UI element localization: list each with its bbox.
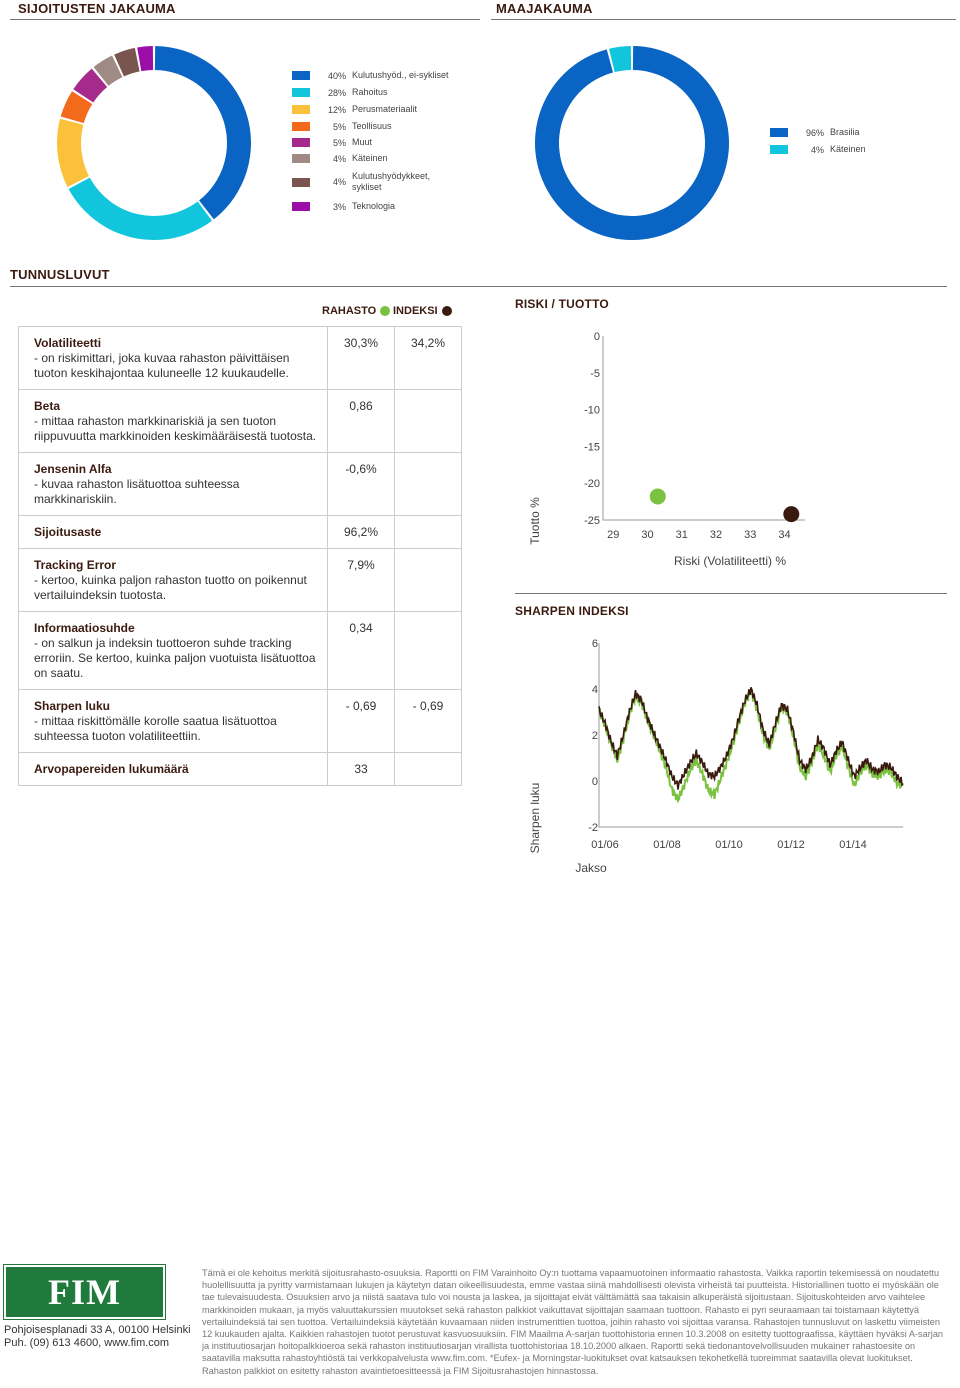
keyfigure-fund-value: 7,9%: [328, 549, 395, 612]
keyfigure-description-cell: [19, 753, 328, 786]
keyfigure-row: [19, 516, 462, 549]
legend-label: Kulutushyöd., ei-sykliset: [352, 70, 449, 80]
legend-label: Perusmateriaalit: [352, 104, 418, 114]
keyfigure-description-cell: [19, 516, 328, 549]
legend-percent: 4%: [332, 153, 346, 164]
legend-swatch: [292, 105, 310, 114]
sharpe-x-tick-label: 01/06: [591, 839, 619, 851]
keyfigure-description-cell: [19, 549, 328, 612]
index-column-header: [393, 305, 452, 317]
legend-swatch: [292, 138, 310, 147]
country-slice-1: [535, 46, 729, 240]
scatter-y-tick-label: -25: [584, 515, 600, 527]
keyfigure-index-value: - 0,69: [395, 690, 462, 753]
key-figures-table: [18, 326, 462, 786]
keyfigure-description-cell: [19, 453, 328, 516]
keyfigure-description: - on riskimittari, joka kuvaa rahaston päivittäisen tuoton keskihajontaa kuluneelle 12 kuukaudelle.: [34, 351, 290, 380]
allocation-legend-item: [292, 70, 449, 81]
sharpe-y-tick-label: -2: [588, 822, 598, 834]
sharpe-section-title: SHARPEN INDEKSI: [515, 604, 629, 618]
scatter-y-tick-label: -15: [584, 441, 600, 454]
legend-label: Teknologia: [352, 201, 396, 211]
keyfigure-fund-value: 0,34: [328, 612, 395, 690]
keyfigure-index-value: [395, 612, 462, 690]
scatter-x-tick-label: 29: [607, 529, 620, 541]
legend-label: Rahoitus: [352, 87, 388, 97]
keyfigures-title-rule: [10, 286, 947, 287]
keyfigure-description: - kuvaa rahaston lisätuottoa suhteessa markkinariskiin.: [34, 477, 240, 506]
legend-swatch: [292, 71, 310, 80]
allocation-slice-2: [69, 178, 212, 240]
legend-label: Käteinen: [830, 144, 866, 154]
riskreturn-bottom-rule: [515, 593, 947, 594]
keyfigure-row: [19, 612, 462, 690]
allocation-legend-item: [292, 104, 417, 115]
keyfigure-fund-value: 33: [328, 753, 395, 786]
scatter-x-tick-label: 32: [709, 529, 723, 541]
allocation-legend-item: [292, 201, 395, 212]
legend-swatch: [292, 178, 310, 187]
risk-return-scatter-chart: [515, 315, 955, 595]
legend-swatch: [292, 202, 310, 211]
scatter-y-tick-label: -5: [590, 367, 600, 380]
keyfigure-index-value: [395, 549, 462, 612]
keyfigure-description-cell: [19, 390, 328, 453]
legend-swatch: [770, 145, 788, 154]
keyfigure-title: Volatiliteetti: [34, 336, 102, 350]
scatter-axes: [603, 336, 805, 520]
scatter-y-tick-label: -20: [584, 478, 600, 491]
keyfigure-fund-value: 0,86: [328, 390, 395, 453]
riskreturn-section-title: RISKI / TUOTTO: [515, 297, 609, 311]
sharpe-x-tick-label: 01/08: [653, 839, 681, 851]
legend-label: Brasilia: [830, 127, 860, 137]
keyfigure-description: - kertoo, kuinka paljon rahaston tuotto on poikennut vertailuindeksin tuotosta.: [34, 573, 307, 602]
country-legend-item: [770, 144, 866, 155]
keyfigure-index-value: [395, 390, 462, 453]
country-slice-2: [609, 46, 631, 72]
keyfigures-section-title: TUNNUSLUVUT: [10, 267, 110, 282]
keyfigure-index-value: [395, 753, 462, 786]
allocation-legend-item: [292, 121, 392, 132]
keyfigure-row: [19, 753, 462, 786]
legend-percent: 4%: [810, 144, 824, 155]
country-legend: [770, 127, 910, 167]
fund-column-label: RAHASTO: [322, 305, 377, 317]
fund-column-header: [322, 305, 390, 317]
sharpe-y-tick-label: 6: [591, 638, 598, 650]
legend-percent: 12%: [327, 104, 346, 115]
sharpe-y-tick-label: 0: [591, 776, 598, 788]
fim-logo-text: FIM: [48, 1272, 121, 1312]
keyfigure-title: Sharpen luku: [34, 699, 111, 713]
allocation-legend-item: [292, 87, 388, 98]
allocation-legend-item: [292, 137, 372, 148]
footer-disclaimer: Tämä ei ole kehoitus merkitä sijoitusrahasto-osuuksia. Raportti on FIM Varainhoito Oy:n tuottama vapaamuotoinen informaatio rahastosta. Vaikka raportin tekemisessä on noudatettu huolellisuutta ja pyritty varmistamaan lukujen ja käytetyn datan oikeellisuudesta, emme vastaa siinä mahdollisesti olevista virheistä tai puutteista. Historiallinen tuotto ei myöskään ole tae tulevaisuudesta. Osuuksien arvo ja niistä saatava tulo voi nousta ja laskea, ja sijoittajat eivät välttämättä saa takaisin alkuperäistä sijoitustaan. Sijoituskohteiden arvo vaihtelee markkinoiden mukaan, ja myös valuuttakurssien muutokset sekä rahaston palkkiot vaikuttavat sijoittajan saamaan tuottoon. Rahasto ei pyri seuraamaan tai toistamaan käytettyä vertailuindeksiä tai sen tuottoa. Vertailuindeksiä käytetään kuvaamaan niiden instrumenttien tuottoa, joihin rahasto voi sijoittaa varansa. Rahastojen tunnusluvut on laskettu viimeisten 12 kuukauden ajalta. Kaikkien rahastojen tuotot perustuvat kasvuosuuksiin. FIM Maailma A-sarjan tuottohistoria ennen 10.3.2008 on esitetty tuottograafissa, käyttäen hyväksi A-sarjan ja instituutiosarjan hoitopalkkioerоа sekä rahaston instituutiosarjan virallista tuottohistoriaa 18.10.2000 alkaen. Raportti sekä tiedonantovelvollisuuden mukaineт rahastoesite on saatavilla maksutta rahastoyhtiöstä tai verkkopalvelusta www.fim.com. *Eufex- ja Morningstar-luokitukset ovat katsauksen tekohetkellä tuoreimmat saatavilla olevat luokitukset. Rahaston palkkiot on esitetty rahaston avaintietoesitteessä ja FIM Sijoitusrahastojen hinnastossa.: [202, 1268, 944, 1376]
legend-percent: 3%: [332, 201, 346, 212]
allocation-slice-3: [57, 119, 89, 187]
keyfigure-index-value: [395, 453, 462, 516]
country-title-rule: [491, 19, 956, 20]
legend-swatch: [292, 88, 310, 97]
index-dot-icon: [442, 306, 452, 316]
scatter-x-axis-label: Riski (Volatiliteetti) %: [673, 554, 787, 568]
keyfigure-title: Sijoitusaste: [34, 525, 102, 539]
keyfigure-title: Jensenin Alfa: [34, 462, 112, 476]
legend-label: Muut: [352, 137, 373, 147]
allocation-slice-1: [155, 46, 251, 219]
scatter-y-axis-label: Tuotto %: [528, 497, 542, 545]
keyfigure-row: [19, 327, 462, 390]
fund-dot-icon: [380, 306, 390, 316]
keyfigure-row: [19, 453, 462, 516]
keyfigure-row: [19, 690, 462, 753]
keyfigure-description: - on salkun ja indeksin tuottoeron suhde tracking erroriin. Se kertoo, kuinka paljon vuotuista lisätuottoa on saatu.: [34, 636, 316, 680]
keyfigure-index-value: 34,2%: [395, 327, 462, 390]
sharpe-y-tick-label: 4: [591, 684, 598, 696]
sharpe-y-tick-label: 2: [591, 730, 598, 742]
keyfigure-description-cell: [19, 327, 328, 390]
keyfigure-title: Tracking Error: [34, 558, 117, 572]
sharpe-x-tick-label: 01/14: [839, 839, 867, 851]
allocation-donut-chart: [54, 43, 254, 243]
keyfigure-title: Arvopapereiden lukumäärä: [34, 762, 189, 776]
legend-label: Käteinen: [352, 153, 388, 163]
keyfigure-description: - mittaa rahaston markkinariskiä ja sen tuoton riippuvuutta markkinoiden keskimääräisestä tuotosta.: [34, 414, 317, 443]
allocation-title-rule: [10, 19, 480, 20]
keyfigure-fund-value: -0,6%: [328, 453, 395, 516]
scatter-x-tick-label: 34: [778, 529, 791, 541]
allocation-section-title: SIJOITUSTEN JAKAUMA: [18, 1, 176, 16]
index-column-label: INDEKSI: [393, 305, 438, 317]
allocation-slice-8: [137, 46, 153, 71]
fim-logo: [4, 1265, 165, 1319]
keyfigure-title: Beta: [34, 399, 61, 413]
keyfigure-fund-value: 30,3%: [328, 327, 395, 390]
legend-percent: 40%: [327, 70, 346, 81]
sharpe-line-chart: [515, 625, 955, 885]
footer-address: Pohjoisesplanadi 33 A, 00100 Helsinki: [4, 1324, 191, 1336]
country-section-title: MAAJAKAUMA: [496, 1, 593, 16]
country-legend-item: [770, 127, 860, 138]
legend-swatch: [292, 154, 310, 163]
legend-percent: 96%: [805, 127, 824, 138]
scatter-point-fund: [650, 488, 666, 504]
allocation-legend: [292, 70, 482, 220]
legend-label: Kulutushyödykkeet, sykliset: [352, 171, 431, 192]
sharpe-x-axis-label: Jakso: [575, 861, 607, 875]
scatter-x-tick-label: 33: [744, 529, 757, 541]
keyfigure-index-value: [395, 516, 462, 549]
allocation-legend-item: [292, 171, 432, 193]
sharpe-y-axis-label: Sharpen luku: [528, 782, 542, 854]
sharpe-axes: [599, 643, 903, 827]
legend-percent: 4%: [332, 177, 346, 187]
keyfigure-row: [19, 549, 462, 612]
allocation-legend-item: [292, 153, 388, 164]
keyfigure-fund-value: - 0,69: [328, 690, 395, 753]
keyfigure-title: Informaatiosuhde: [34, 621, 135, 635]
keyfigure-description-cell: [19, 690, 328, 753]
legend-percent: 5%: [332, 137, 346, 148]
scatter-y-tick-label: -10: [584, 404, 600, 417]
country-donut-chart: [532, 43, 732, 243]
scatter-x-tick-label: 30: [641, 529, 654, 541]
legend-percent: 5%: [332, 121, 346, 132]
keyfigure-fund-value: 96,2%: [328, 516, 395, 549]
keyfigure-row: [19, 390, 462, 453]
scatter-x-tick-label: 31: [675, 529, 688, 541]
keyfigure-description: - mittaa riskittömälle korolle saatua lisätuottoa suhteessa tuoton volatiliteettiin.: [34, 714, 277, 743]
keyfigure-description-cell: [19, 612, 328, 690]
sharpe-x-tick-label: 01/12: [777, 839, 805, 851]
legend-swatch: [770, 128, 788, 137]
footer-contact: Puh. (09) 613 4600, www.fim.com: [4, 1337, 170, 1349]
scatter-y-tick-label: 0: [593, 331, 600, 343]
scatter-point-index: [783, 506, 799, 522]
sharpe-line-index: [599, 687, 903, 789]
legend-swatch: [292, 122, 310, 131]
legend-percent: 28%: [327, 87, 346, 98]
sharpe-x-tick-label: 01/10: [715, 839, 743, 851]
legend-label: Teollisuus: [352, 121, 392, 131]
